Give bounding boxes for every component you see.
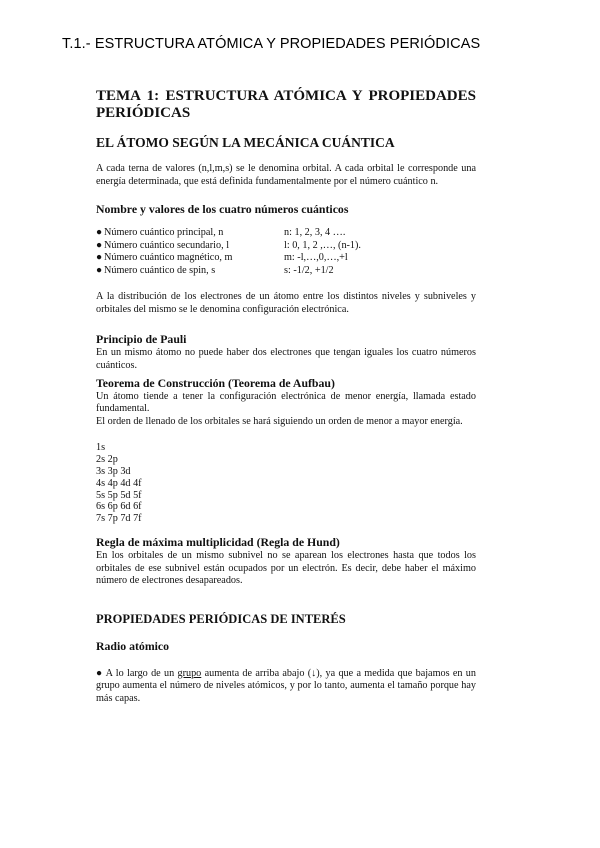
orbital-row: 6s 6p 6d 6f: [96, 501, 142, 513]
bullet-icon: ●: [96, 227, 103, 239]
quantum-number-list: [96, 227, 476, 277]
quantum-number-values: n: 1, 2, 3, 4 ….: [284, 227, 346, 239]
quantum-number-name: Número cuántico de spin, s: [104, 264, 216, 276]
paragraph-orbital: A cada terna de valores (n,l,m,s) se le denomina orbital. A cada orbital le corresponde una energía determinada, que está definida fundamentalmente por el número cuántico n.: [96, 163, 476, 187]
orbital-order-list: [96, 442, 476, 525]
orbital-row: 7s 7p 7d 7f: [96, 513, 142, 525]
group-term: grupo: [177, 667, 202, 679]
quantum-number-name: Número cuántico secundario, l: [104, 239, 230, 251]
list-item: [96, 227, 476, 240]
bullet-icon: ●: [96, 239, 103, 251]
orbital-row: 1s: [96, 442, 106, 454]
paragraph-hund: En los orbitales de un mismo subnivel no se aparean los electrones hasta que todos los orbitales de ese subnivel están ocupados por un electrón. Es decir, debe haber el máximo número de electrones desapareados.: [96, 549, 476, 587]
bullet-icon: ●: [96, 252, 103, 264]
quantum-number-values: m: -l,…,0,…,+l: [284, 252, 348, 264]
running-header: T.1.- ESTRUCTURA ATÓMICA Y PROPIEDADES PERIÓDICAS: [62, 36, 481, 52]
document-body: [96, 88, 476, 705]
bullet-icon: ●: [96, 667, 103, 679]
orbital-row: 4s 4p 4d 4f: [96, 477, 142, 489]
list-item: [96, 265, 476, 278]
radius-text-end: aumenta de arriba abajo (↓), ya que a medida que bajamos en un grupo aumenta el número de niveles atómicos, y por lo tanto, aumenta el tamaño porque hay más capas.: [96, 667, 476, 704]
paragraph-aufbau-1: Un átomo tiende a tener la configuración electrónica de menor energía, llamada estado fundamental.: [96, 390, 476, 415]
paragraph-atomic-radius: [96, 668, 476, 706]
list-item: [96, 252, 476, 265]
subheading-pauli: Principio de Pauli: [96, 332, 187, 347]
paragraph-pauli: En un mismo átomo no puede haber dos electrones que tengan iguales los cuatro números cuánticos.: [96, 347, 476, 371]
quantum-number-values: s: -1/2, +1/2: [284, 264, 334, 276]
section-heading-periodic: PROPIEDADES PERIÓDICAS DE INTERÉS: [96, 611, 346, 626]
list-item: [96, 240, 476, 253]
subheading-hund: Regla de máxima multiplicidad (Regla de Hund): [96, 534, 340, 549]
orbital-row: 3s 3p 3d: [96, 465, 131, 477]
orbital-row: 2s 2p: [96, 454, 118, 466]
document-title: TEMA 1: ESTRUCTURA ATÓMICA Y PROPIEDADES PERIÓDICAS: [96, 88, 476, 121]
subheading-quantum-numbers: Nombre y valores de los cuatro números cuánticos: [96, 202, 349, 217]
subheading-atomic-radius: Radio atómico: [96, 638, 170, 653]
radius-text-start: A lo largo de un: [102, 667, 178, 679]
paragraph-configuration: A la distribución de los electrones de un átomo entre los distintos niveles y subniveles y orbitales del mismo se le denomina configuración electrónica.: [96, 291, 476, 315]
quantum-number-name: Número cuántico magnético, m: [104, 252, 233, 264]
quantum-number-name: Número cuántico principal, n: [104, 227, 224, 239]
bullet-icon: ●: [96, 264, 103, 276]
quantum-number-values: l: 0, 1, 2 ,…, (n-1).: [284, 239, 361, 251]
subheading-aufbau: Teorema de Construcción (Teorema de Aufbau): [96, 375, 335, 390]
section-heading-atom: EL ÁTOMO SEGÚN LA MECÁNICA CUÁNTICA: [96, 135, 395, 150]
orbital-row: 5s 5p 5d 5f: [96, 489, 142, 501]
paragraph-aufbau-2: El orden de llenado de los orbitales se hará siguiendo un orden de menor a mayor energía.: [96, 415, 463, 427]
